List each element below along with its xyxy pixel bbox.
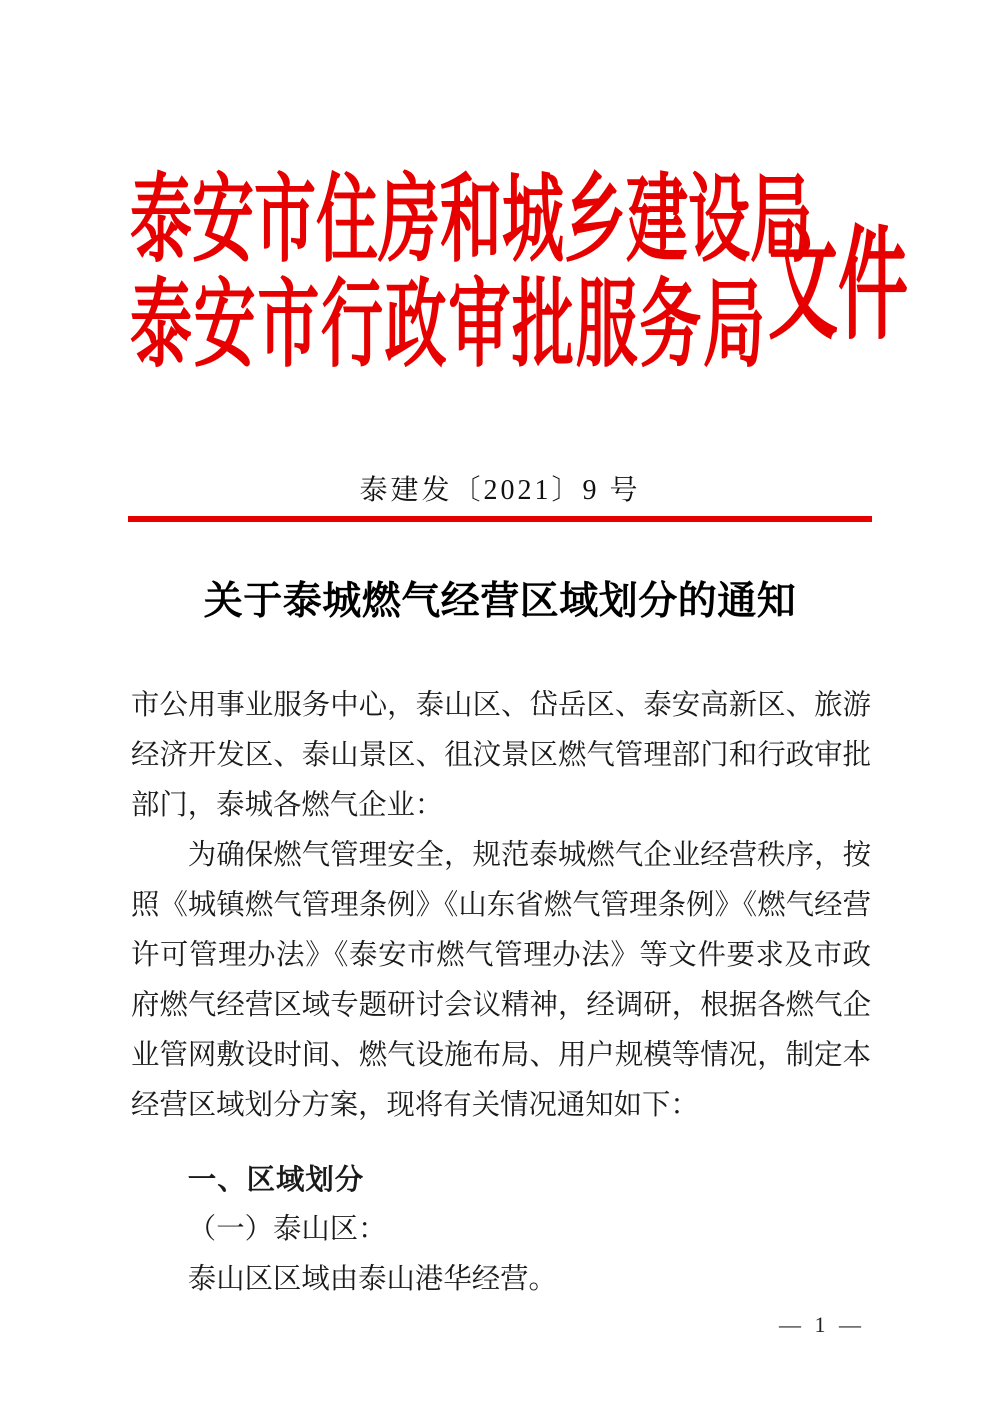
document-body — [131, 681, 871, 1305]
page-number: — 1 — — [779, 1312, 865, 1337]
document-number: 泰建发〔2021〕9 号 — [359, 475, 641, 506]
salutation-paragraph: 市公用事业服务中心，泰山区、岱岳区、泰安高新区、旅游经济开发区、泰山景区、徂汶景区燃气管理部门和行政审批部门，泰城各燃气企业： — [131, 690, 871, 821]
doc-type-label: 文件 — [768, 220, 908, 356]
section-1-subsection-heading: （一）泰山区： — [187, 1214, 387, 1245]
red-divider-line — [128, 516, 872, 522]
document-title: 关于泰城燃气经营区域划分的通知 — [203, 580, 797, 623]
section-1-subsection-content: 泰山区区域由泰山港华经营。 — [187, 1264, 557, 1295]
section-1-heading: 一、区域划分 — [187, 1164, 365, 1196]
agency-name-line2: 泰安市行政审批服务局 — [130, 274, 765, 380]
letterhead — [130, 169, 908, 380]
intro-paragraph: 为确保燃气管理安全，规范泰城燃气企业经营秩序，按照《城镇燃气管理条例》《山东省燃气管理条例》《燃气经营许可管理办法》《泰安市燃气管理办法》等文件要求及市政府燃气经营区域专题研讨会议精神，经调研，根据各燃气企业管网敷设时间、燃气设施布局、用户规模等情况，制定本经营区域划分方案，现将有关情况通知如下： — [131, 840, 871, 1121]
agency-name-line1: 泰安市住房和城乡建设局 — [130, 169, 813, 275]
page-footer — [779, 1312, 865, 1338]
issuing-agencies — [130, 169, 813, 380]
